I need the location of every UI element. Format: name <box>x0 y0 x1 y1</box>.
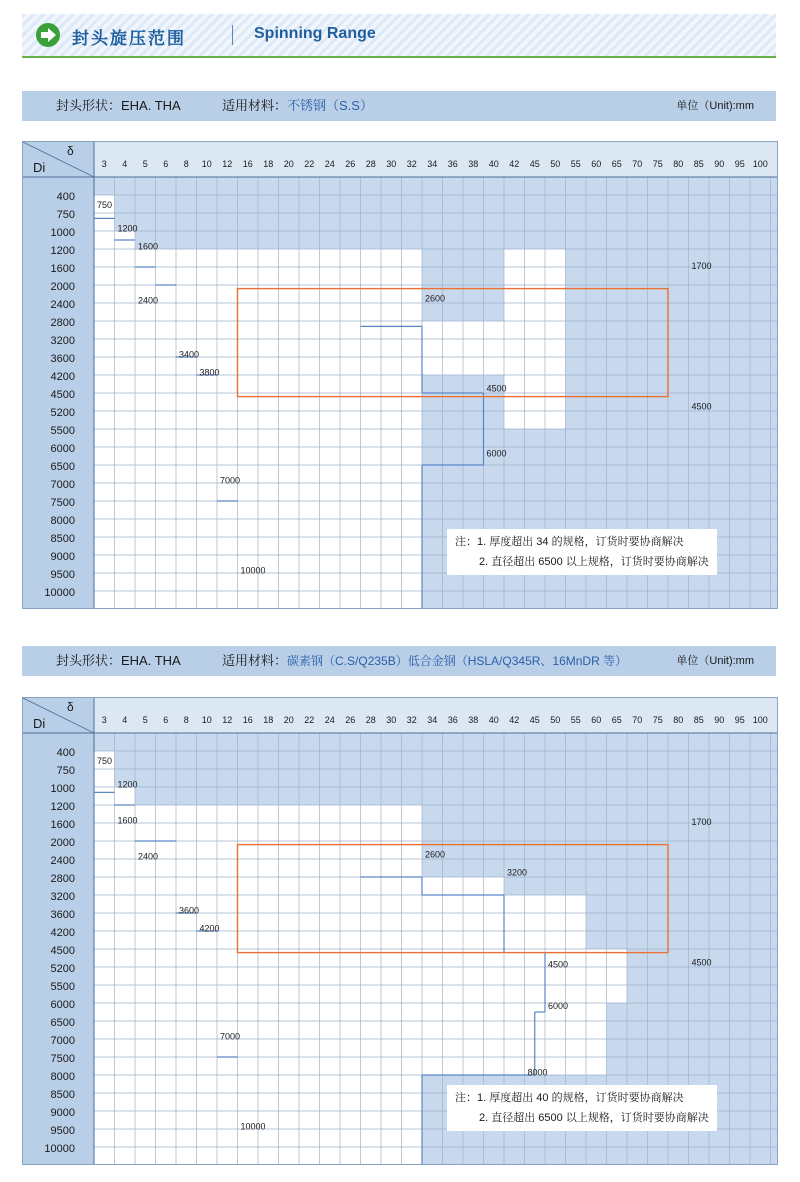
y-tick-label: 3200 <box>50 335 75 347</box>
y-tick-label: 9500 <box>50 569 75 581</box>
y-tick-label: 2800 <box>50 873 75 885</box>
section-1-material <box>222 91 373 121</box>
range-value-label: 10000 <box>240 1121 266 1132</box>
y-tick-label: 1000 <box>50 227 75 239</box>
x-tick-label: 50 <box>550 159 561 169</box>
section-1-unit: 单位（Unit):mm <box>676 100 754 112</box>
section-1-header <box>22 91 776 121</box>
available-region <box>504 375 566 429</box>
x-tick-label: 40 <box>488 159 499 169</box>
y-tick-label: 2400 <box>50 855 75 867</box>
x-tick-label: 8 <box>183 159 189 169</box>
page-title-cn: 封头旋压范围 <box>72 29 186 48</box>
section-1-range-chart <box>22 141 778 609</box>
x-tick-label: 30 <box>386 715 397 725</box>
y-tick-label: 7000 <box>50 1035 75 1047</box>
y-tick-label: 4500 <box>50 389 75 401</box>
section-2-note <box>447 1085 717 1131</box>
x-tick-label: 12 <box>222 715 233 725</box>
section-1-shape: 封头形状：EHA. THA <box>56 98 181 113</box>
arrow-right-icon <box>36 23 60 47</box>
y-tick-label: 1200 <box>50 801 75 813</box>
x-tick-label: 95 <box>734 715 745 725</box>
y-tick-label: 6500 <box>50 461 75 473</box>
y-tick-label: 750 <box>56 209 75 221</box>
y-tick-label: 1000 <box>50 783 75 795</box>
section-1-note-line2: 2. 直径超出 6500 以上规格，订货时要协商解决 <box>479 556 709 568</box>
range-value-label: 4500 <box>691 401 712 412</box>
title-separator <box>232 25 233 45</box>
y-tick-label: 3600 <box>50 353 75 365</box>
y-tick-label: 750 <box>56 765 75 777</box>
x-tick-label: 80 <box>673 715 684 725</box>
range-value-label: 2600 <box>425 849 446 860</box>
x-tick-label: 100 <box>752 715 768 725</box>
range-value-label: 8000 <box>527 1067 548 1078</box>
x-tick-label: 6 <box>163 159 169 169</box>
range-value-label: 3800 <box>199 367 220 378</box>
x-tick-label: 85 <box>693 159 704 169</box>
y-tick-label: 5500 <box>50 425 75 437</box>
y-tick-label: 9500 <box>50 1125 75 1137</box>
y-tick-label: 8500 <box>50 533 75 545</box>
section-2-header <box>22 646 776 676</box>
x-tick-label: 5 <box>142 159 148 169</box>
x-tick-label: 34 <box>427 715 438 725</box>
x-tick-label: 28 <box>365 159 376 169</box>
di-axis-label: Di <box>33 160 46 175</box>
range-value-label: 7000 <box>220 475 241 486</box>
y-tick-label: 8500 <box>50 1089 75 1101</box>
section-1-material-value: 不锈钢（S.S） <box>287 98 373 113</box>
x-tick-label: 32 <box>406 159 417 169</box>
y-tick-label: 6000 <box>50 999 75 1011</box>
x-tick-label: 3 <box>101 715 107 725</box>
section-1-note-line1: 注：1. 厚度超出 34 的规格，订货时要协商解决 <box>455 536 684 548</box>
range-value-label: 1700 <box>691 817 712 828</box>
y-tick-label: 2800 <box>50 317 75 329</box>
range-value-label: 6000 <box>548 1000 569 1011</box>
x-tick-label: 65 <box>611 715 622 725</box>
y-tick-label: 2000 <box>50 281 75 293</box>
x-tick-label: 3 <box>101 159 107 169</box>
range-value-label: 4500 <box>548 959 569 970</box>
section-2-range-chart <box>22 697 778 1165</box>
range-value-label: 3600 <box>179 905 200 916</box>
x-tick-label: 20 <box>283 159 294 169</box>
x-tick-label: 22 <box>304 715 315 725</box>
x-tick-label: 90 <box>714 715 725 725</box>
x-tick-label: 16 <box>242 715 253 725</box>
section-2-shape: 封头形状：EHA. THA <box>56 653 181 668</box>
x-tick-label: 30 <box>386 159 397 169</box>
delta-axis-label: δ <box>67 144 74 158</box>
y-tick-label: 2400 <box>50 299 75 311</box>
x-tick-label: 60 <box>591 715 602 725</box>
range-value-label: 4500 <box>486 383 507 394</box>
y-tick-label: 9000 <box>50 551 75 563</box>
x-tick-label: 55 <box>570 715 581 725</box>
y-tick-label: 1600 <box>50 819 75 831</box>
x-tick-label: 5 <box>142 715 148 725</box>
x-tick-label: 18 <box>263 715 274 725</box>
x-tick-label: 36 <box>447 715 458 725</box>
y-tick-label: 4200 <box>50 371 75 383</box>
x-tick-label: 18 <box>263 159 274 169</box>
x-tick-label: 10 <box>201 159 212 169</box>
range-value-label: 6000 <box>486 448 507 459</box>
x-tick-label: 20 <box>283 715 294 725</box>
range-value-label: 1600 <box>138 241 159 252</box>
range-value-label: 4500 <box>691 957 712 968</box>
x-tick-label: 100 <box>752 159 768 169</box>
x-tick-label: 34 <box>427 159 438 169</box>
x-tick-label: 70 <box>632 159 643 169</box>
y-tick-label: 400 <box>56 747 75 759</box>
y-tick-label: 4200 <box>50 927 75 939</box>
range-value-label: 2400 <box>138 295 159 306</box>
range-value-label: 1200 <box>117 223 138 234</box>
x-tick-label: 6 <box>163 715 169 725</box>
x-tick-label: 90 <box>714 159 725 169</box>
x-tick-label: 60 <box>591 159 602 169</box>
page-title-en: Spinning Range <box>254 25 376 42</box>
y-tick-label: 5200 <box>50 963 75 975</box>
range-value-label: 750 <box>97 200 113 210</box>
y-tick-label: 5500 <box>50 981 75 993</box>
section-2-material-value: 碳素钢（C.S/Q235B）低合金钢（HSLA/Q345R、16MnDR 等） <box>287 654 628 668</box>
range-value-label: 1600 <box>117 815 138 826</box>
section-2-material <box>222 646 627 676</box>
x-tick-label: 26 <box>345 715 356 725</box>
x-tick-label: 8 <box>183 715 189 725</box>
y-tick-label: 4500 <box>50 945 75 957</box>
x-tick-label: 4 <box>122 715 128 725</box>
x-tick-label: 65 <box>611 159 622 169</box>
y-tick-label: 8000 <box>50 515 75 527</box>
x-tick-label: 22 <box>304 159 315 169</box>
range-value-label: 4200 <box>199 923 220 934</box>
x-tick-label: 32 <box>406 715 417 725</box>
y-tick-label: 7500 <box>50 497 75 509</box>
x-tick-label: 24 <box>324 715 335 725</box>
range-value-label: 3200 <box>507 867 528 878</box>
x-tick-label: 42 <box>509 159 520 169</box>
y-tick-label: 10000 <box>44 1143 75 1155</box>
x-tick-label: 80 <box>673 159 684 169</box>
x-tick-label: 24 <box>324 159 335 169</box>
range-value-label: 3400 <box>179 349 200 360</box>
y-tick-label: 3600 <box>50 909 75 921</box>
delta-axis-label: δ <box>67 700 74 714</box>
section-2-note-line1: 注：1. 厚度超出 40 的规格，订货时要协商解决 <box>455 1092 684 1104</box>
x-tick-label: 36 <box>447 159 458 169</box>
x-tick-label: 38 <box>468 715 479 725</box>
x-tick-label: 42 <box>509 715 520 725</box>
x-tick-label: 70 <box>632 715 643 725</box>
range-value-label: 750 <box>97 756 113 766</box>
x-tick-label: 16 <box>242 159 253 169</box>
y-tick-label: 1200 <box>50 245 75 257</box>
x-tick-label: 38 <box>468 159 479 169</box>
section-2-note-line2: 2. 直径超出 6500 以上规格，订货时要协商解决 <box>479 1112 709 1124</box>
x-tick-label: 10 <box>201 715 212 725</box>
y-tick-label: 10000 <box>44 587 75 599</box>
x-tick-label: 95 <box>734 159 745 169</box>
range-value-label: 2400 <box>138 851 159 862</box>
section-2-material-label: 适用材料： <box>222 653 288 668</box>
x-tick-label: 28 <box>365 715 376 725</box>
y-tick-label: 8000 <box>50 1071 75 1083</box>
title-banner <box>22 14 776 58</box>
y-tick-label: 9000 <box>50 1107 75 1119</box>
x-tick-label: 26 <box>345 159 356 169</box>
x-tick-label: 40 <box>488 715 499 725</box>
x-tick-label: 4 <box>122 159 128 169</box>
y-tick-label: 400 <box>56 191 75 203</box>
available-region <box>504 249 566 375</box>
x-tick-label: 50 <box>550 715 561 725</box>
x-tick-label: 45 <box>529 715 540 725</box>
x-tick-label: 12 <box>222 159 233 169</box>
section-2-unit: 单位（Unit):mm <box>676 655 754 667</box>
y-tick-label: 2000 <box>50 837 75 849</box>
range-value-label: 10000 <box>240 565 266 576</box>
range-value-label: 1200 <box>117 779 138 790</box>
y-tick-label: 1600 <box>50 263 75 275</box>
x-tick-label: 85 <box>693 715 704 725</box>
x-tick-label: 75 <box>652 715 663 725</box>
x-tick-label: 75 <box>652 159 663 169</box>
range-value-label: 1700 <box>691 261 712 272</box>
y-tick-label: 7500 <box>50 1053 75 1065</box>
y-tick-label: 5200 <box>50 407 75 419</box>
range-value-label: 7000 <box>220 1031 241 1042</box>
section-1-note <box>447 529 717 575</box>
di-axis-label: Di <box>33 716 46 731</box>
range-value-label: 2600 <box>425 293 446 304</box>
x-tick-label: 45 <box>529 159 540 169</box>
x-tick-label: 55 <box>570 159 581 169</box>
y-tick-label: 6000 <box>50 443 75 455</box>
y-tick-label: 3200 <box>50 891 75 903</box>
y-tick-label: 7000 <box>50 479 75 491</box>
y-tick-label: 6500 <box>50 1017 75 1029</box>
section-1-material-label: 适用材料： <box>222 98 288 113</box>
